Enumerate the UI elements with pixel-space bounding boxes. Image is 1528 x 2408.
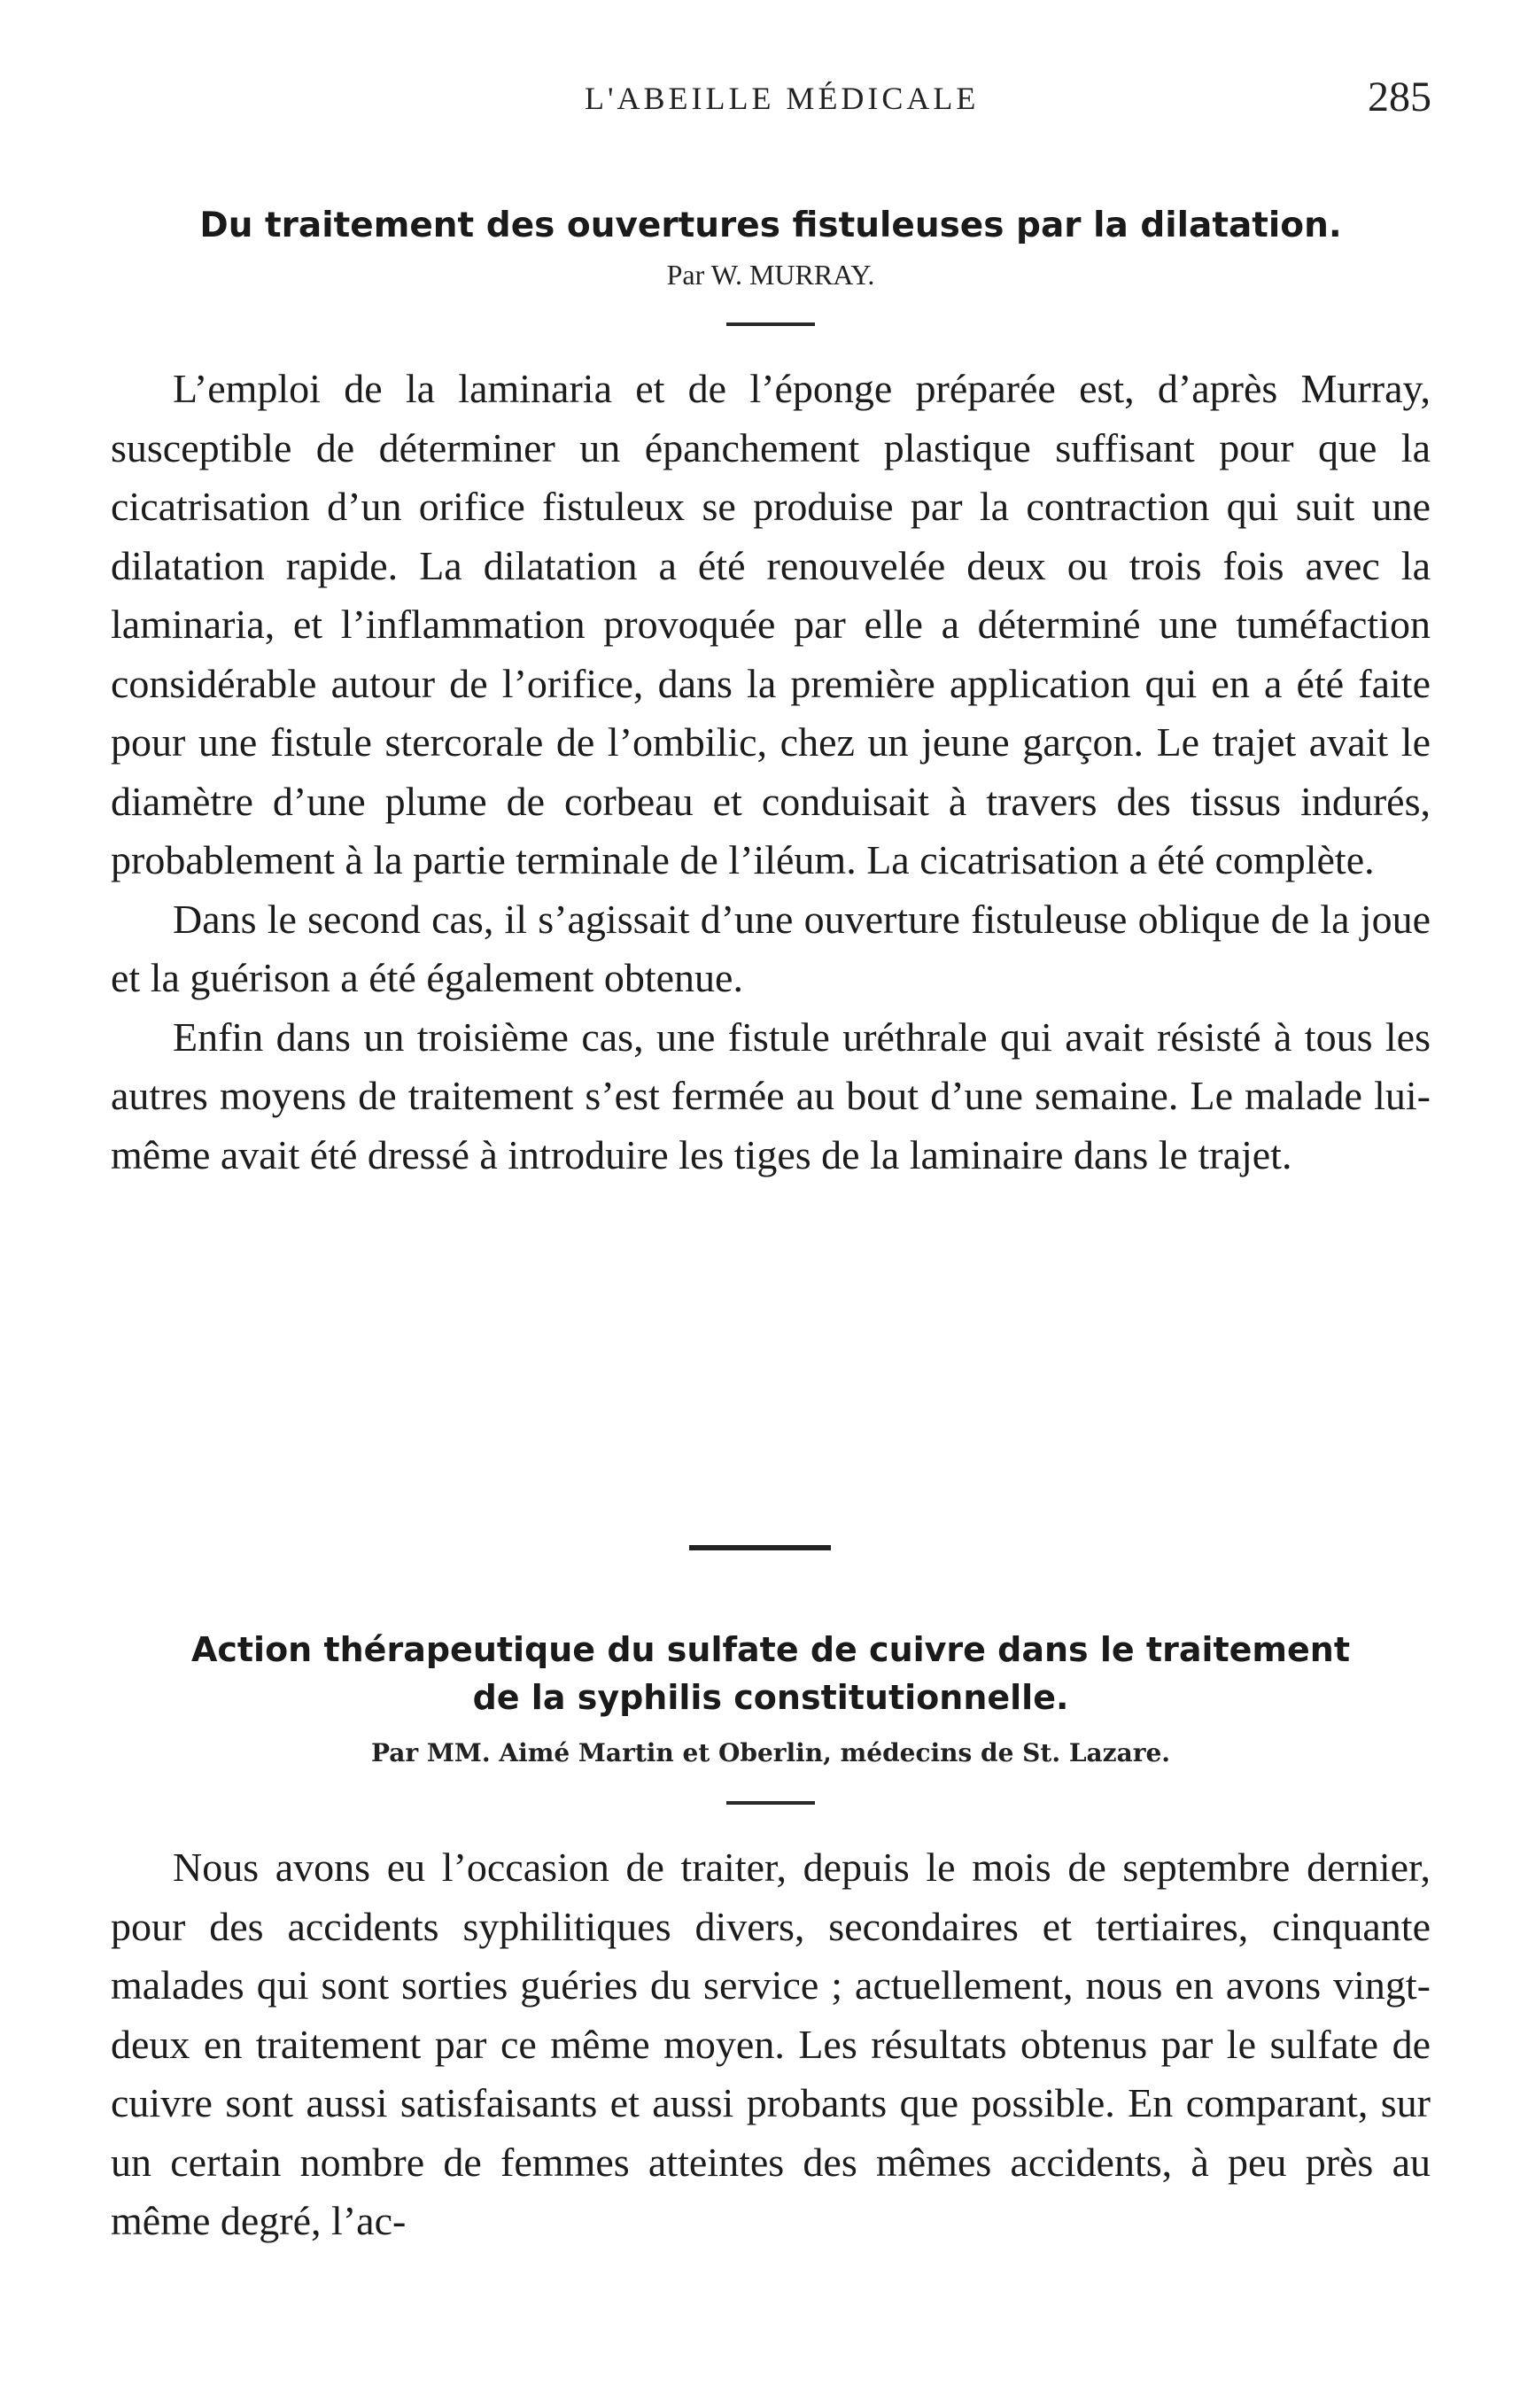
paragraph: Dans le second cas, il s’agissait d’une ouverture fistuleuse oblique de la joue et la guérison a été également obtenue. <box>111 896 1431 1000</box>
article-byline: Par W. MURRAY. <box>666 259 875 291</box>
article-body <box>111 360 1431 1185</box>
paragraph: Enfin dans un troisième cas, une fistule uréthrale qui avait résisté à tous les autres moyens de traitement s’est fermée au bout d’une semaine. Le malade lui-même avait été dressé à introduire les tiges de la laminaire dans le trajet. <box>111 1014 1431 1177</box>
paragraph: L’emploi de la laminaria et de l’éponge préparée est, d’après Murray, susceptible de déterminer un épanchement plastique suffisant pour que la cicatrisation d’un orifice fistuleux se produise par la contraction qui suit une dilatation rapide. La dilatation a été renouvelée deux ou trois fois avec la laminaria, et l’inflammation provoquée par elle a déterminé une tuméfaction considérable autour de l’orifice, dans la première application qui en a été faite pour une fistule stercorale de l’ombilic, chez un jeune garçon. Le trajet avait le diamètre d’une plume de corbeau et conduisait à travers des tissus indurés, probablement à la partie terminale de l’iléum. La cicatrisation a été complète. <box>111 366 1431 882</box>
title-rule <box>726 322 815 326</box>
paragraph: Nous avons eu l’occasion de traiter, depuis le mois de septembre dernier, pour des accidents syphilitiques divers, secondaires et tertiaires, cinquante malades qui sont sorties guéries du service ; actuellement, nous en avons vingt-deux en traitement par ce même moyen. Les résultats obtenus par le sulfate de cuivre sont aussi satisfaisants et aussi probants que possible. En comparant, sur un certain nombre de femmes atteintes des mêmes accidents, à peu près au même degré, l’ac- <box>111 1845 1431 2243</box>
article-murray <box>111 202 1431 1185</box>
journal-title: L'ABEILLE MÉDICALE <box>585 81 980 116</box>
article-title-line-1: Action thérapeutique du sulfate de cuivre dans le traitement <box>190 1630 1351 1669</box>
article-separator <box>689 1545 831 1550</box>
article-title-line-2: de la syphilis constitutionnelle. <box>472 1678 1069 1717</box>
article-body <box>111 1838 1431 2251</box>
title-rule <box>726 1801 815 1805</box>
page-number: 285 <box>1368 74 1431 120</box>
article-title: Du traitement des ouvertures fistuleuses par la dilatation. <box>199 206 1342 245</box>
article-sulfate <box>111 1626 1431 2251</box>
article-byline: Par MM. Aimé Martin et Oberlin, médecins de St. Lazare. <box>370 1738 1171 1767</box>
running-head <box>0 74 1528 133</box>
